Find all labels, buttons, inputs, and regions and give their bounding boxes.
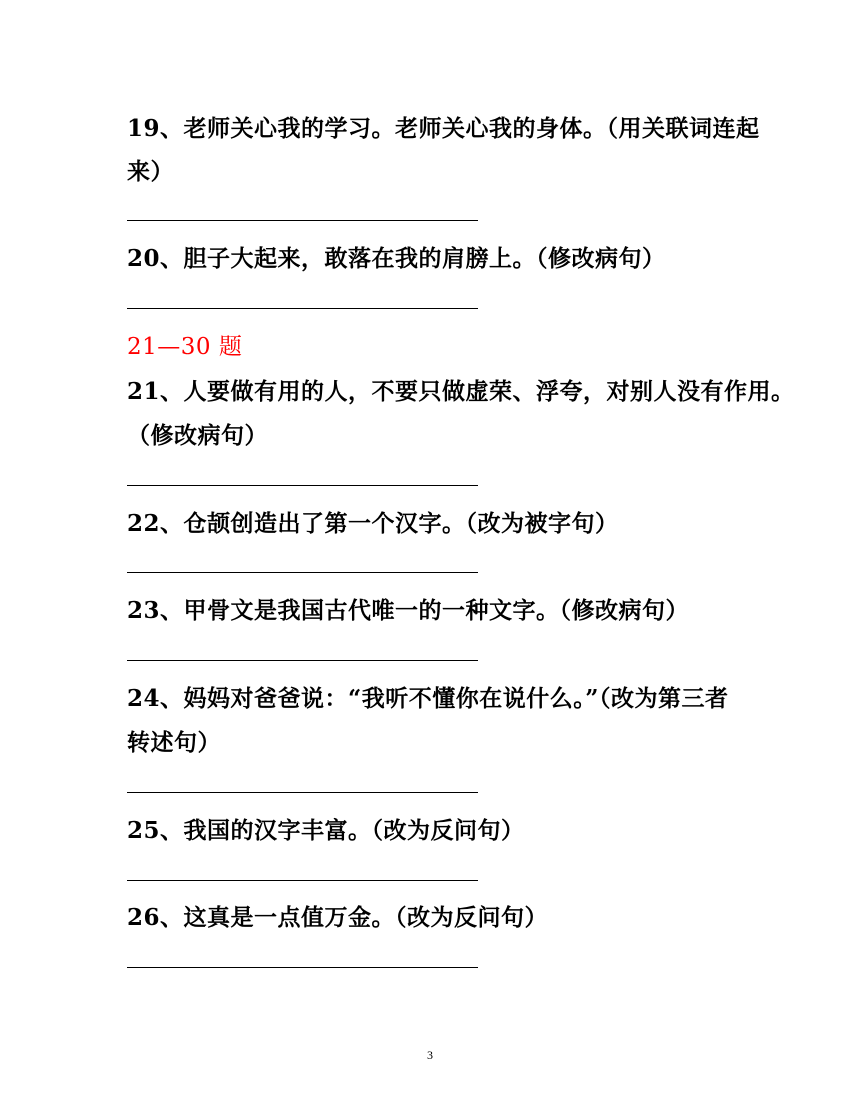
- question-19-line-1: 19、老师关心我的学习。老师关心我的身体。（用关联词连起: [127, 115, 760, 142]
- answer-line-21: [127, 485, 478, 486]
- question-22-line-1: 22、仓颉创造出了第一个汉字。（改为被字句）: [127, 510, 619, 537]
- answer-line-25: [127, 880, 478, 881]
- question-24-line-1: 24、妈妈对爸爸说：“我听不懂你在说什么。”（改为第三者: [127, 685, 729, 712]
- question-23-line-1: 23、甲骨文是我国古代唯一的一种文字。（修改病句）: [127, 597, 690, 624]
- question-21-line-2: （修改病句）: [127, 422, 268, 449]
- section-heading: 21—30 题: [127, 334, 243, 360]
- answer-line-20: [127, 308, 478, 309]
- answer-line-23: [127, 660, 478, 661]
- answer-line-22: [127, 572, 478, 573]
- question-20-line-1: 20、胆子大起来，敢落在我的肩膀上。（修改病句）: [127, 245, 666, 272]
- question-26-line-1: 26、这真是一点值万金。（改为反问句）: [127, 904, 549, 931]
- answer-line-26: [127, 967, 478, 968]
- question-19-line-2: 来）: [127, 158, 174, 185]
- answer-line-19: [127, 220, 478, 221]
- answer-line-24: [127, 792, 478, 793]
- question-24-line-2: 转述句）: [127, 729, 221, 756]
- page-number: 3: [427, 1048, 433, 1062]
- question-25-line-1: 25、我国的汉字丰富。（改为反问句）: [127, 817, 525, 844]
- question-21-line-1: 21、人要做有用的人，不要只做虚荣、浮夸，对别人没有作用。: [127, 378, 795, 405]
